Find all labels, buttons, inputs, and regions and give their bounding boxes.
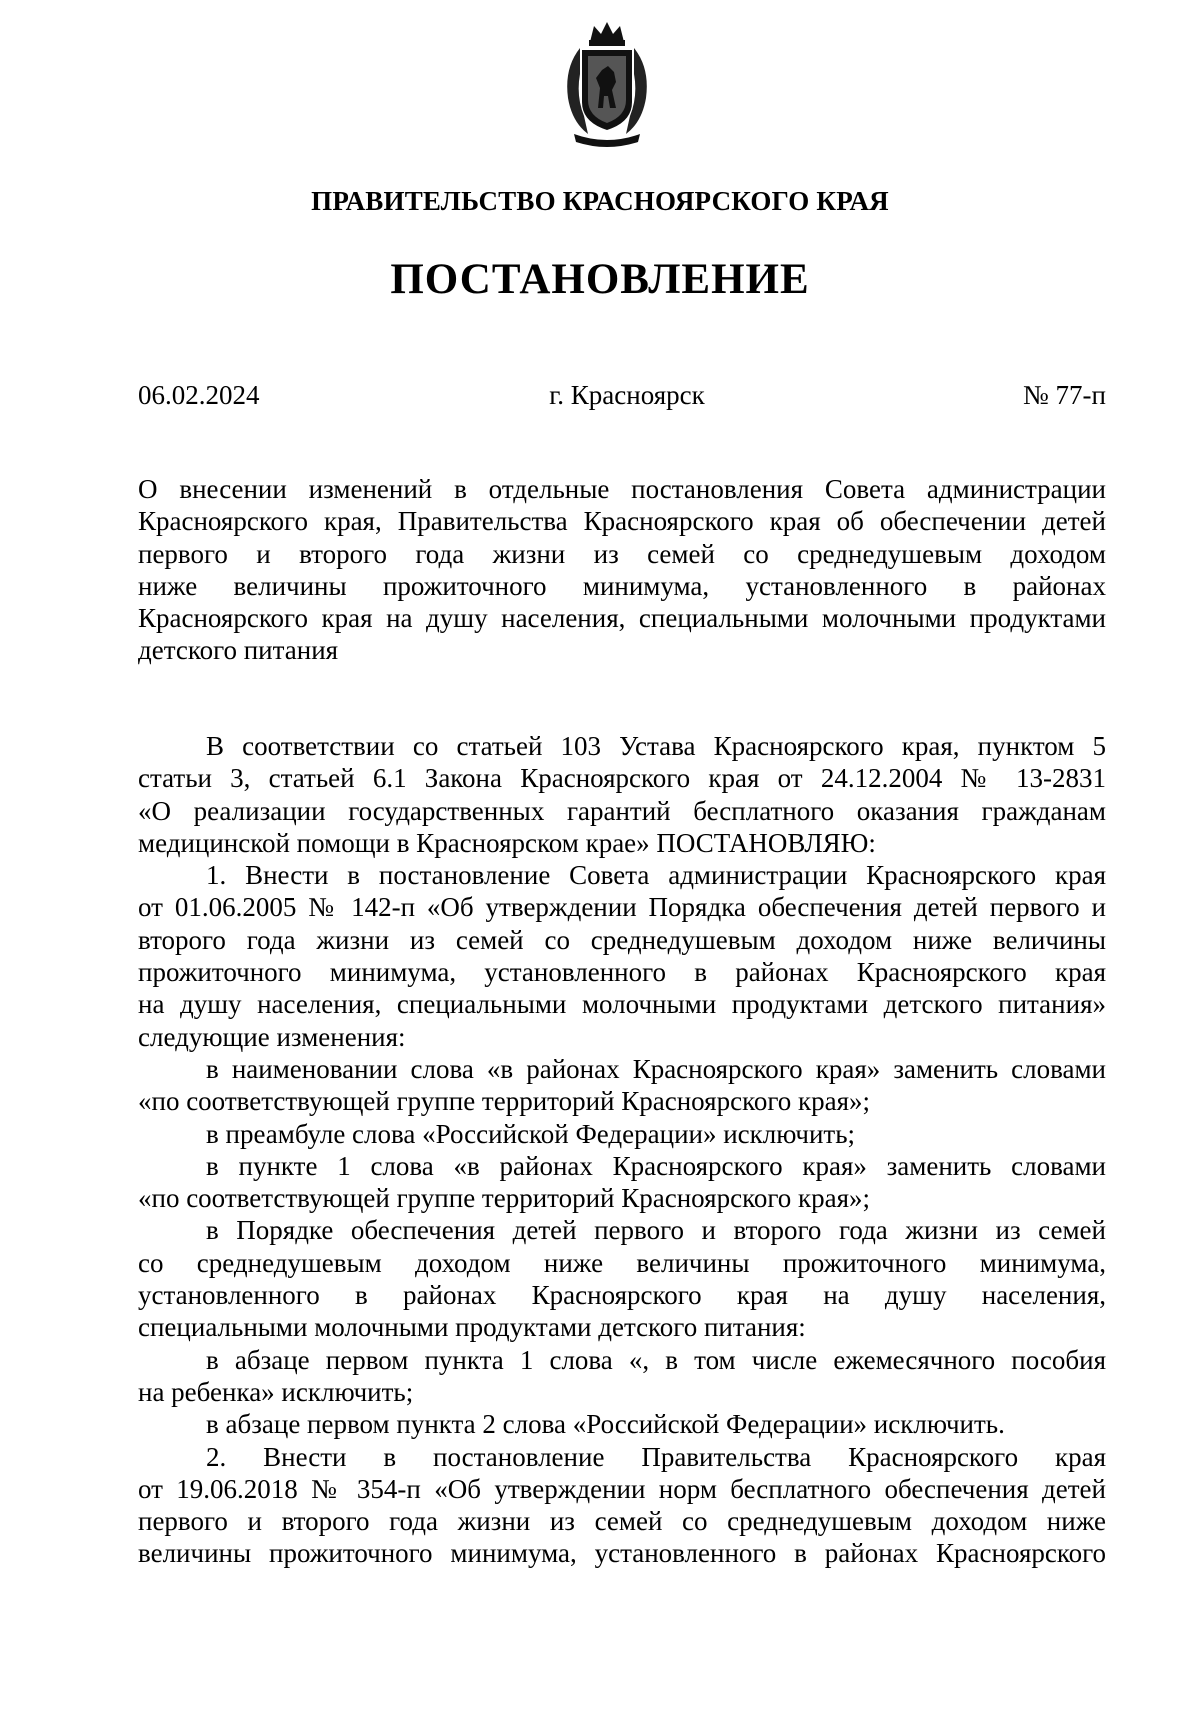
body-line: в абзаце первом пункта 1 слова «, в том числе ежемесячного пособия: [206, 1344, 1106, 1375]
body-line: специальными молочными продуктами детского питания:: [138, 1312, 806, 1343]
body-line: в Порядке обеспечения детей первого и второго года жизни из семей: [206, 1215, 1106, 1246]
body-line: от 01.06.2005 № 142-п «Об утверждении Порядка обеспечения детей первого и: [138, 892, 1106, 923]
body-line: второго года жизни из семей со среднедушевым доходом ниже величины: [138, 924, 1106, 955]
body-line: от 19.06.2018 № 354-п «Об утверждении норм бесплатного обеспечения детей: [138, 1473, 1106, 1504]
document-body: [138, 730, 1106, 1570]
body-line: в абзаце первом пункта 2 слова «Российской Федерации» исключить.: [206, 1409, 1005, 1440]
coat-of-arms-emblem: [558, 18, 656, 148]
body-line: установленного в районах Красноярского края на душу населения,: [138, 1280, 1106, 1311]
body-line: в преамбуле слова «Российской Федерации» исключить;: [206, 1118, 856, 1149]
document-subject: [138, 473, 1106, 667]
subject-line: О внесении изменений в отдельные постановления Совета администрации: [138, 474, 1106, 504]
body-line: на ребенка» исключить;: [138, 1376, 414, 1407]
body-line: «О реализации государственных гарантий бесплатного оказания гражданам: [138, 795, 1106, 826]
body-line: со среднедушевым доходом ниже величины прожиточного минимума,: [138, 1247, 1106, 1278]
body-line: величины прожиточного минимума, установленного в районах Красноярского: [138, 1538, 1106, 1569]
document-city: г. Красноярск: [549, 380, 705, 410]
body-line: в пункте 1 слова «в районах Красноярского края» заменить словами: [206, 1150, 1106, 1181]
subject-line: детского питания: [138, 635, 339, 666]
document-number: № 77-п: [1023, 380, 1106, 410]
body-line: 1. Внести в постановление Совета администрации Красноярского края: [206, 860, 1106, 891]
subject-line: Красноярского края, Правительства Красноярского края об обеспечении детей: [138, 506, 1106, 537]
body-line: «по соответствующей группе территорий Красноярского края»;: [138, 1183, 870, 1214]
body-line: «по соответствующей группе территорий Красноярского края»;: [138, 1086, 870, 1117]
body-line: 2. Внести в постановление Правительства Красноярского края: [206, 1441, 1106, 1472]
subject-line: ниже величины прожиточного минимума, установленного в районах: [138, 570, 1106, 601]
body-line: медицинской помощи в Красноярском крае» ПОСТАНОВЛЯЮ:: [138, 827, 876, 858]
body-line: первого и второго года жизни из семей со среднедушевым доходом ниже: [138, 1506, 1106, 1537]
document-type-title: ПОСТАНОВЛЕНИЕ: [390, 256, 810, 303]
body-line: в наименовании слова «в районах Красноярского края» заменить словами: [206, 1053, 1106, 1084]
document-date: 06.02.2024: [138, 380, 260, 410]
organization-title: ПРАВИТЕЛЬСТВО КРАСНОЯРСКОГО КРАЯ: [311, 186, 889, 216]
subject-line: Красноярского края на душу населения, специальными молочными продуктами: [138, 603, 1106, 634]
body-line: на душу населения, специальными молочными продуктами детского питания»: [138, 989, 1106, 1020]
subject-line: первого и второго года жизни из семей со среднедушевым доходом: [138, 538, 1106, 569]
body-line: прожиточного минимума, установленного в районах Красноярского края: [138, 957, 1106, 988]
body-line: статьи 3, статьей 6.1 Закона Красноярского края от 24.12.2004 № 13-2831: [138, 763, 1106, 794]
body-line: следующие изменения:: [138, 1021, 406, 1052]
body-line: В соответствии со статьей 103 Устава Красноярского края, пунктом 5: [206, 731, 1106, 761]
